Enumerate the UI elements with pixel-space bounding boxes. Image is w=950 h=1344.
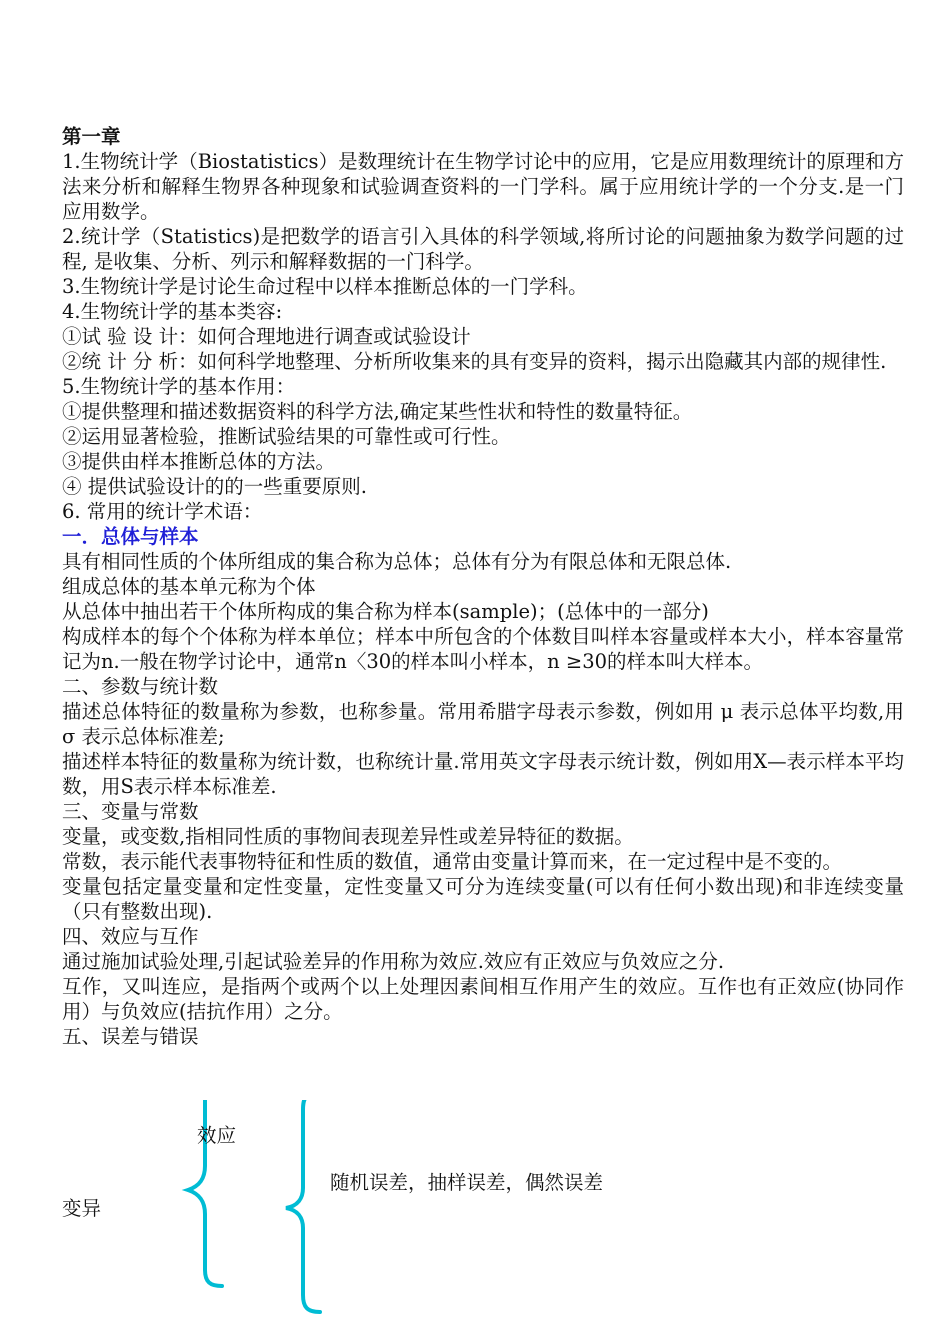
paragraph-5: 5.生物统计学的基本作用： xyxy=(62,375,296,398)
brace-graphics xyxy=(0,1100,950,1344)
section-paragraph: 常数，表示能代表事物特征和性质的数值，通常由变量计算而来，在一定过程中是不变的。 xyxy=(62,850,843,873)
paragraph-6: 6. 常用的统计学术语： xyxy=(62,500,263,523)
section-paragraph: 通过施加试验处理,引起试验差异的作用称为效应.效应有正效应与负效应之分. xyxy=(62,950,725,973)
section-heading: 三、变量与常数 xyxy=(62,800,199,823)
section-paragraph: 互作，又叫连应，是指两个或两个以上处理因素间相互作用产生的效应。互作也有正效应(协同作用）与负效应(拮抗作用）之分。 xyxy=(62,975,904,1023)
list-item: ①试 验 设 计：如何合理地进行调查或试验设计 xyxy=(62,325,471,348)
paragraph-3: 3.生物统计学是讨论生命过程中以样本推断总体的一门学科。 xyxy=(62,275,588,298)
section-paragraph: 变量，或变数,指相同性质的事物间表现差异性或差异特征的数据。 xyxy=(62,825,634,848)
right-brace-icon xyxy=(286,1100,322,1312)
section-paragraph: 描述样本特征的数量称为统计数，也称统计量.常用英文字母表示统计数，例如用X—表示样本平均数，用S表示样本标准差. xyxy=(62,750,904,798)
label-variation: 变异 xyxy=(62,1197,102,1220)
section-heading: 一．总体与样本 xyxy=(62,525,199,548)
section-heading: 二、参数与统计数 xyxy=(62,675,219,698)
list-item: ④ 提供试验设计的的一些重要原则. xyxy=(62,475,367,498)
error-diagram xyxy=(0,1100,950,1344)
section-paragraph: 组成总体的基本单元称为个体 xyxy=(62,575,316,598)
chapter-title: 第一章 xyxy=(62,125,121,148)
section-heading: 五、误差与错误 xyxy=(62,1025,199,1048)
section-heading: 四、效应与互作 xyxy=(62,925,199,948)
section-paragraph: 描述总体特征的数量称为参数，也称参量。常用希腊字母表示参数，例如用 μ 表示总体平均数,用 σ 表示总体标准差; xyxy=(62,700,904,748)
list-item: ②统 计 分 析：如何科学地整理、分析所收集来的具有变异的资料，揭示出隐藏其内部的规律性. xyxy=(62,350,887,373)
list-item: ②运用显著检验，推断试验结果的可靠性或可行性。 xyxy=(62,425,511,448)
section-paragraph: 从总体中抽出若干个体所构成的集合称为样本(sample)；(总体中的一部分) xyxy=(62,600,709,623)
document-body xyxy=(62,124,904,1049)
list-item: ①提供整理和描述数据资料的科学方法,确定某些性状和特性的数量特征。 xyxy=(62,400,693,423)
label-random-error: 随机误差，抽样误差，偶然误差 xyxy=(330,1171,604,1194)
label-effect: 效应 xyxy=(197,1124,237,1147)
paragraph-1: 1.生物统计学（Biostatistics）是数理统计在生物学讨论中的应用，它是应用数理统计的原理和方法来分析和解释生物界各种现象和试验调查资料的一门学科。属于应用统计学的一个分支.是一门应用数学。 xyxy=(62,150,904,223)
paragraph-4: 4.生物统计学的基本类容: xyxy=(62,300,283,323)
section-paragraph: 具有相同性质的个体所组成的集合称为总体；总体有分为有限总体和无限总体. xyxy=(62,550,732,573)
section-paragraph: 变量包括定量变量和定性变量，定性变量又可分为连续变量(可以有任何小数出现)和非连续变量（只有整数出现). xyxy=(62,875,904,923)
section-paragraph: 构成样本的每个个体称为样本单位；样本中所包含的个体数目叫样本容量或样本大小，样本容量常记为n.一般在物学讨论中，通常n〈30的样本叫小样本，n ≥30的样本叫大样本。 xyxy=(62,625,904,673)
paragraph-2: 2.统计学（Statistics)是把数学的语言引入具体的科学领域,将所讨论的问题抽象为数学问题的过程, 是收集、分析、列示和解释数据的一门科学。 xyxy=(62,225,904,273)
list-item: ③提供由样本推断总体的方法。 xyxy=(62,450,336,473)
